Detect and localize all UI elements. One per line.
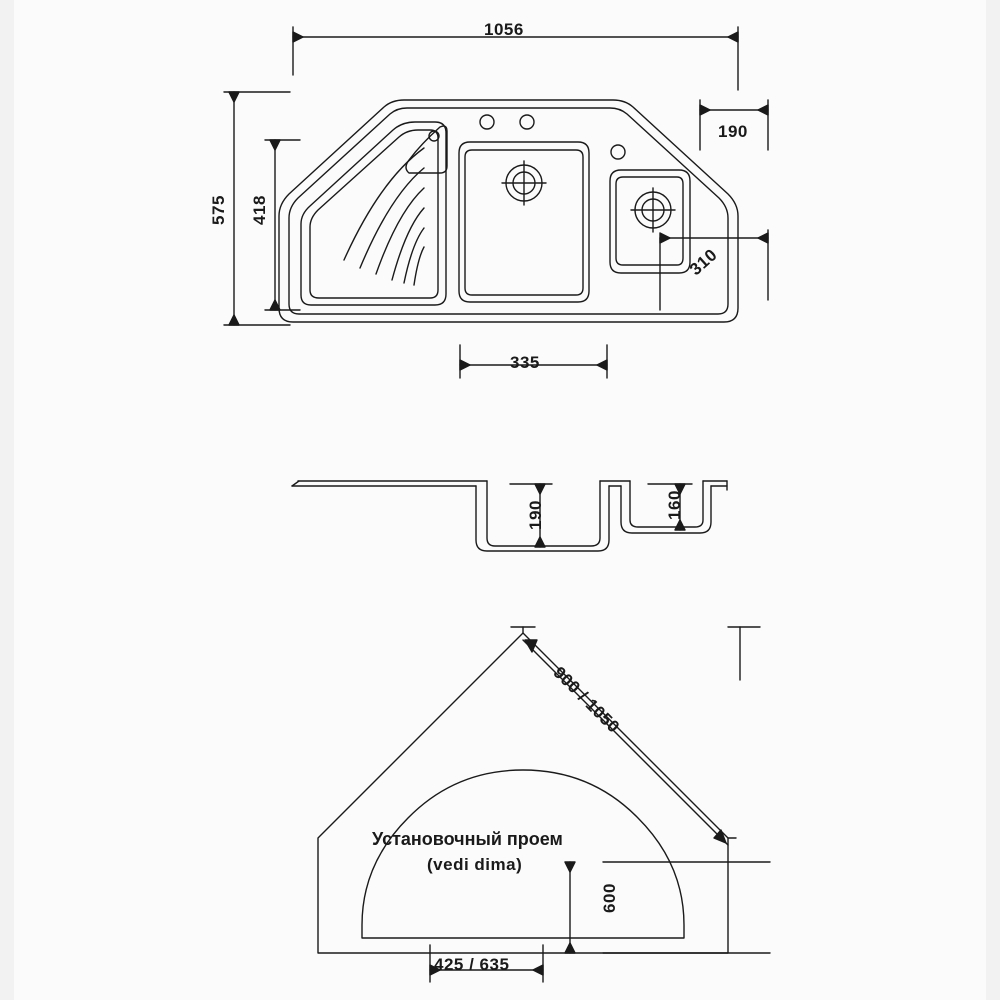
dim-label-small-bowl-width: 310 [686, 245, 721, 280]
dim-cabinet-width [511, 627, 760, 845]
dim-label-inner-depth: 418 [250, 195, 269, 225]
dim-label-main-bowl-depth: 190 [526, 500, 545, 530]
top-view-small-bowl [610, 170, 690, 273]
dim-label-overall-depth: 575 [209, 195, 228, 225]
dim-cabinet-depth [565, 862, 770, 953]
dim-label-main-bowl-width: 335 [510, 353, 540, 372]
cutout-label-line2: (vedi dima) [427, 855, 523, 874]
dim-label-front-width: 425 / 635 [434, 955, 510, 974]
top-view-sink-outline [279, 100, 738, 322]
dim-small-bowl-width [660, 230, 768, 310]
cutout-label-line1: Установочный проем [372, 829, 563, 849]
dim-label-small-bowl-depth: 160 [665, 490, 684, 520]
dim-inner-depth [265, 140, 300, 310]
cutout-view-cabinet-outline [318, 633, 728, 953]
top-view-main-bowl [459, 142, 589, 302]
top-view-drainer [301, 122, 447, 305]
dim-label-cabinet-width: 900 / 1050 [549, 663, 624, 737]
dim-label-corner-offset: 190 [718, 122, 748, 141]
dim-label-overall-width: 1056 [484, 20, 524, 39]
dim-label-cabinet-depth: 600 [600, 883, 619, 913]
top-view-tap-holes [480, 115, 625, 159]
side-section-profile [292, 481, 727, 551]
cutout-view-opening-outline [362, 770, 684, 938]
